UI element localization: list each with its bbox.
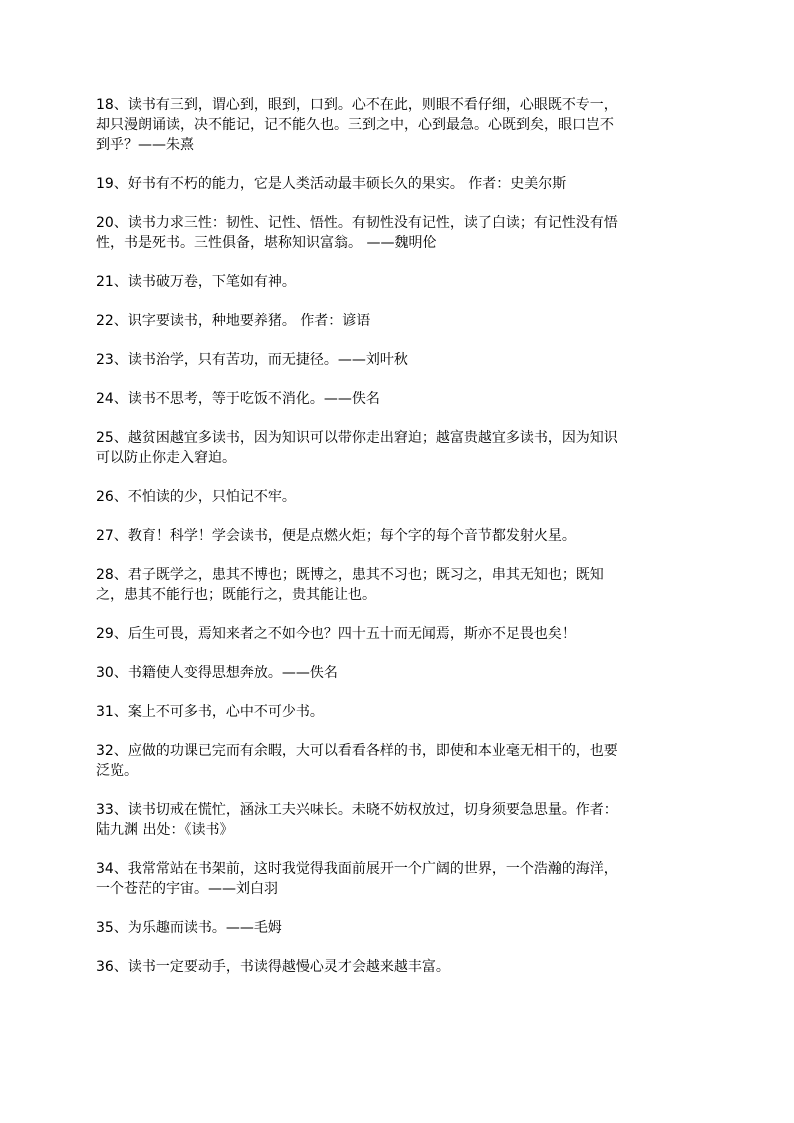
quote-line: 27、教育！科学！学会读书，便是点燃火炬；每个字的每个音节都发射火星。 [96, 528, 576, 544]
quote-line: 可以防止你走入窘迫。 [96, 450, 236, 466]
quote-line: 到乎？——朱熹 [96, 137, 194, 153]
quote-line: 33、读书切戒在慌忙，涵泳工夫兴味长。未晓不妨权放过，切身须要急思量。作者： [96, 802, 618, 818]
quote-line: 21、读书破万卷，下笔如有神。 [96, 274, 296, 290]
quote-entry-20 [96, 213, 696, 253]
quote-entry-19 [96, 174, 696, 194]
quote-line: 28、君子既学之，患其不博也；既博之，患其不习也；既习之，串其无知也；既知 [96, 567, 604, 583]
quote-line: 之，患其不能行也；既能行之，贵其能让也。 [96, 587, 376, 603]
quote-entry-23 [96, 350, 696, 370]
quote-line: 31、案上不可多书，心中不可少书。 [96, 704, 324, 720]
quote-entry-35 [96, 918, 696, 938]
quote-list [96, 95, 696, 996]
quote-line: 18、读书有三到，谓心到，眼到，口到。心不在此，则眼不看仔细，心眼既不专一， [96, 97, 618, 113]
quote-line: 泛览。 [96, 763, 138, 779]
quote-line: 24、读书不思考，等于吃饭不消化。——佚名 [96, 391, 380, 407]
quote-line: 19、好书有不朽的能力，它是人类活动最丰硕长久的果实。 作者：史美尔斯 [96, 176, 567, 192]
quote-entry-26 [96, 487, 696, 507]
quote-line: 36、读书一定要动手，书读得越慢心灵才会越来越丰富。 [96, 959, 450, 975]
quote-entry-21 [96, 272, 696, 292]
quote-entry-33 [96, 800, 696, 840]
quote-line: 29、后生可畏，焉知来者之不如今也？四十五十而无闻焉，斯亦不足畏也矣！ [96, 626, 576, 642]
quote-entry-31 [96, 702, 696, 722]
quote-line: 34、我常常站在书架前，这时我觉得我面前展开一个广阔的世界，一个浩瀚的海洋， [96, 861, 618, 877]
quote-line: 20、读书力求三性：韧性、记性、悟性。有韧性没有记性，读了白读；有记性没有悟 [96, 215, 618, 231]
quote-entry-22 [96, 311, 696, 331]
quote-entry-25 [96, 428, 696, 468]
quote-line: 性，书是死书。三性俱备，堪称知识富翁。 ——魏明伦 [96, 235, 437, 251]
quote-line: 22、识字要读书，种地要养猪。 作者：谚语 [96, 313, 371, 329]
quote-line: 25、越贫困越宜多读书，因为知识可以带你走出窘迫；越富贵越宜多读书，因为知识 [96, 430, 618, 446]
quote-entry-30 [96, 663, 696, 683]
quote-line: 32、应做的功课已完而有余暇，大可以看看各样的书，即使和本业毫无相干的，也要 [96, 743, 618, 759]
quote-entry-18 [96, 95, 696, 155]
quote-entry-32 [96, 741, 696, 781]
quote-line: 却只漫朗诵读，决不能记，记不能久也。三到之中，心到最急。心既到矣，眼口岂不 [96, 117, 614, 133]
quote-line: 35、为乐趣而读书。——毛姆 [96, 920, 282, 936]
quote-entry-27 [96, 526, 696, 546]
quote-line: 一个苍茫的宇宙。——刘白羽 [96, 881, 278, 897]
quote-entry-34 [96, 859, 696, 899]
quote-line: 23、读书治学，只有苦功，而无捷径。——刘叶秋 [96, 352, 408, 368]
quote-line: 26、不怕读的少，只怕记不牢。 [96, 489, 296, 505]
quote-line: 陆九渊 出处：《读书》 [96, 822, 234, 838]
quote-entry-36 [96, 957, 696, 977]
quote-entry-24 [96, 389, 696, 409]
quote-line: 30、书籍使人变得思想奔放。——佚名 [96, 665, 338, 681]
quote-entry-28 [96, 565, 696, 605]
quote-entry-29 [96, 624, 696, 644]
